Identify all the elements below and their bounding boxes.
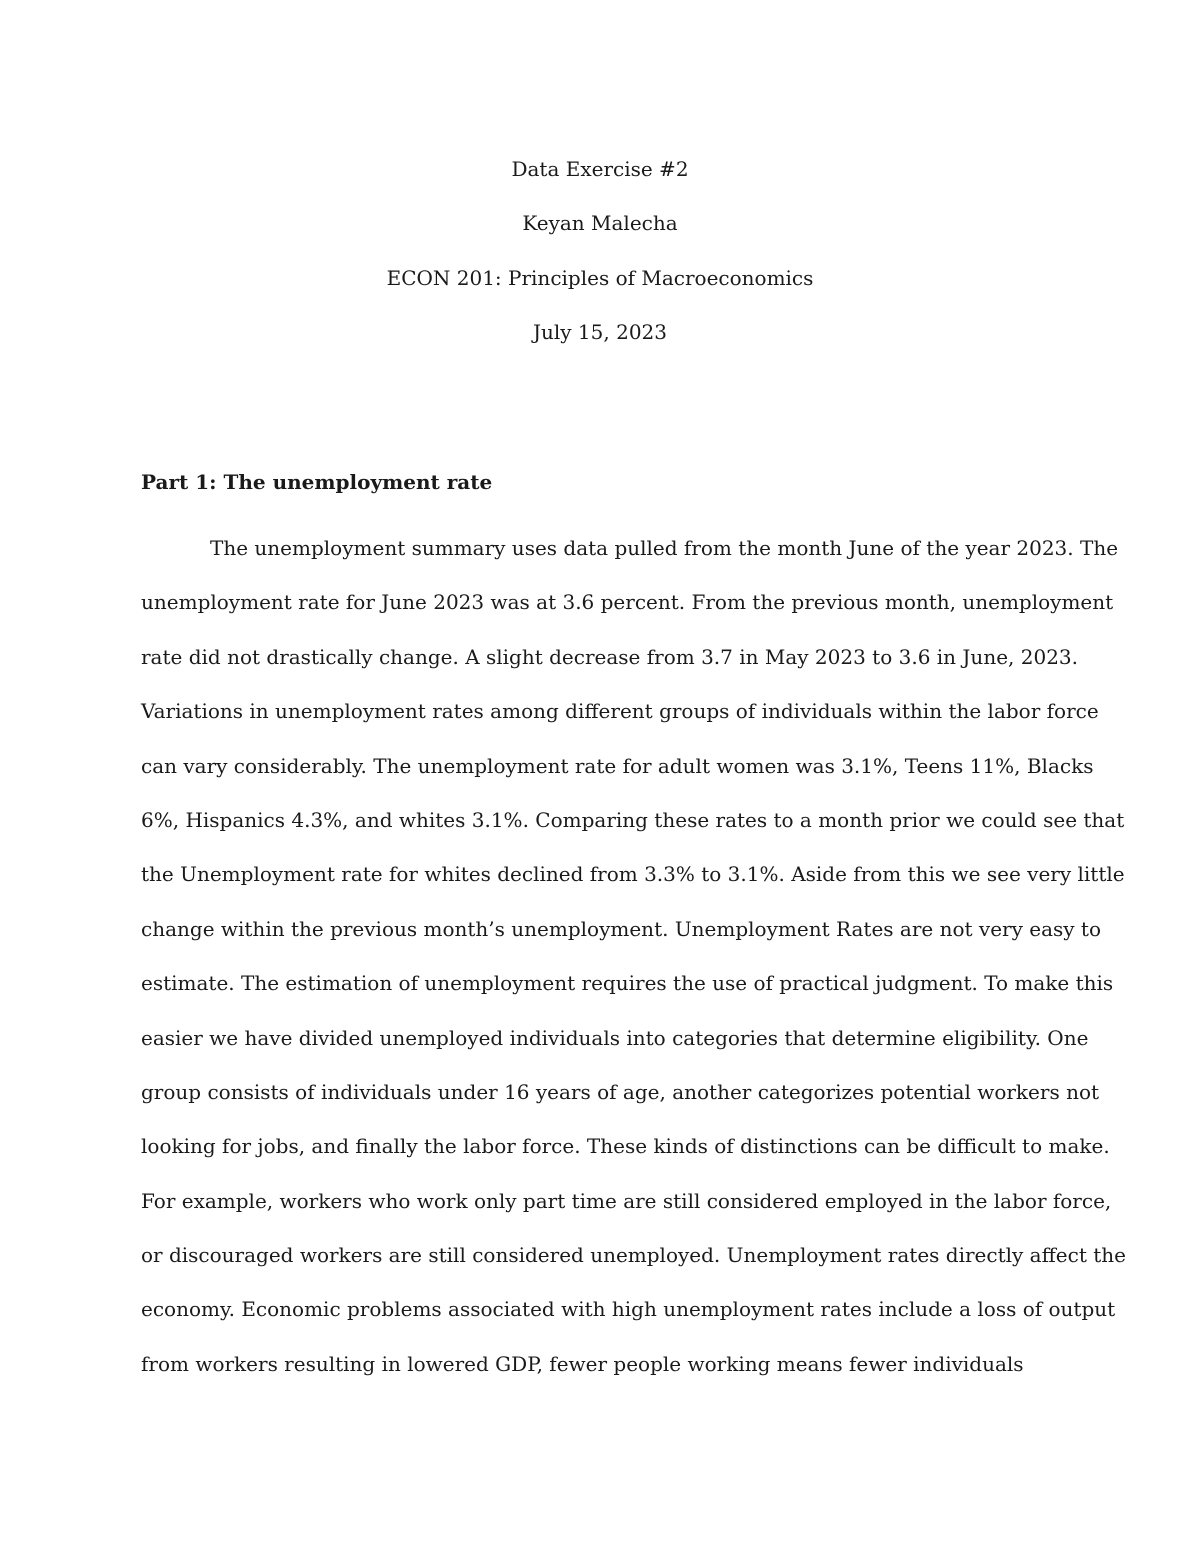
paragraph-line: can vary considerably. The unemployment rate for adult women was 3.1%, Teens 11%, Blacks [141,753,1094,778]
paragraph-line: rate did not drastically change. A slight decrease from 3.7 in May 2023 to 3.6 in June, 2023. [141,644,1079,669]
title-block [0,142,1200,360]
paragraph-line: 6%, Hispanics 4.3%, and whites 3.1%. Comparing these rates to a month prior we could see that [141,807,1125,832]
paragraph-line: looking for jobs, and finally the labor force. These kinds of distinctions can be difficult to make. [141,1134,1110,1159]
section-heading: Part 1: The unemployment rate [141,470,493,494]
body-paragraph [141,521,1126,1391]
paragraph-line: estimate. The estimation of unemployment requires the use of practical judgment. To make this [141,971,1114,996]
document-date: July 15, 2023 [532,320,667,345]
paragraph-line: the Unemployment rate for whites declined from 3.3% to 3.1%. Aside from this we see very little [141,862,1125,887]
paragraph-line: group consists of individuals under 16 years of age, another categorizes potential workers not [141,1079,1100,1104]
paragraph-line: from workers resulting in lowered GDP, fewer people working means fewer individuals [141,1351,1024,1376]
paragraph-line: Variations in unemployment rates among different groups of individuals within the labor force [141,699,1099,724]
paragraph-line: For example, workers who work only part time are still considered employed in the labor force, [141,1188,1112,1213]
author-name: Keyan Malecha [522,211,678,236]
course-name: ECON 201: Principles of Macroeconomics [386,265,814,290]
paragraph-line: change within the previous month’s unemployment. Unemployment Rates are not very easy to [141,916,1102,941]
paragraph-line: or discouraged workers are still considered unemployed. Unemployment rates directly affect the [141,1243,1126,1268]
paragraph-line: economy. Economic problems associated with high unemployment rates include a loss of output [141,1297,1116,1322]
document-title: Data Exercise #2 [511,157,689,181]
paragraph-line: The unemployment summary uses data pulled from the month June of the year 2023. The [210,536,1119,560]
paragraph-line: easier we have divided unemployed individuals into categories that determine eligibility. One [141,1025,1089,1050]
paragraph-line: unemployment rate for June 2023 was at 3.6 percent. From the previous month, unemployment [141,590,1114,615]
